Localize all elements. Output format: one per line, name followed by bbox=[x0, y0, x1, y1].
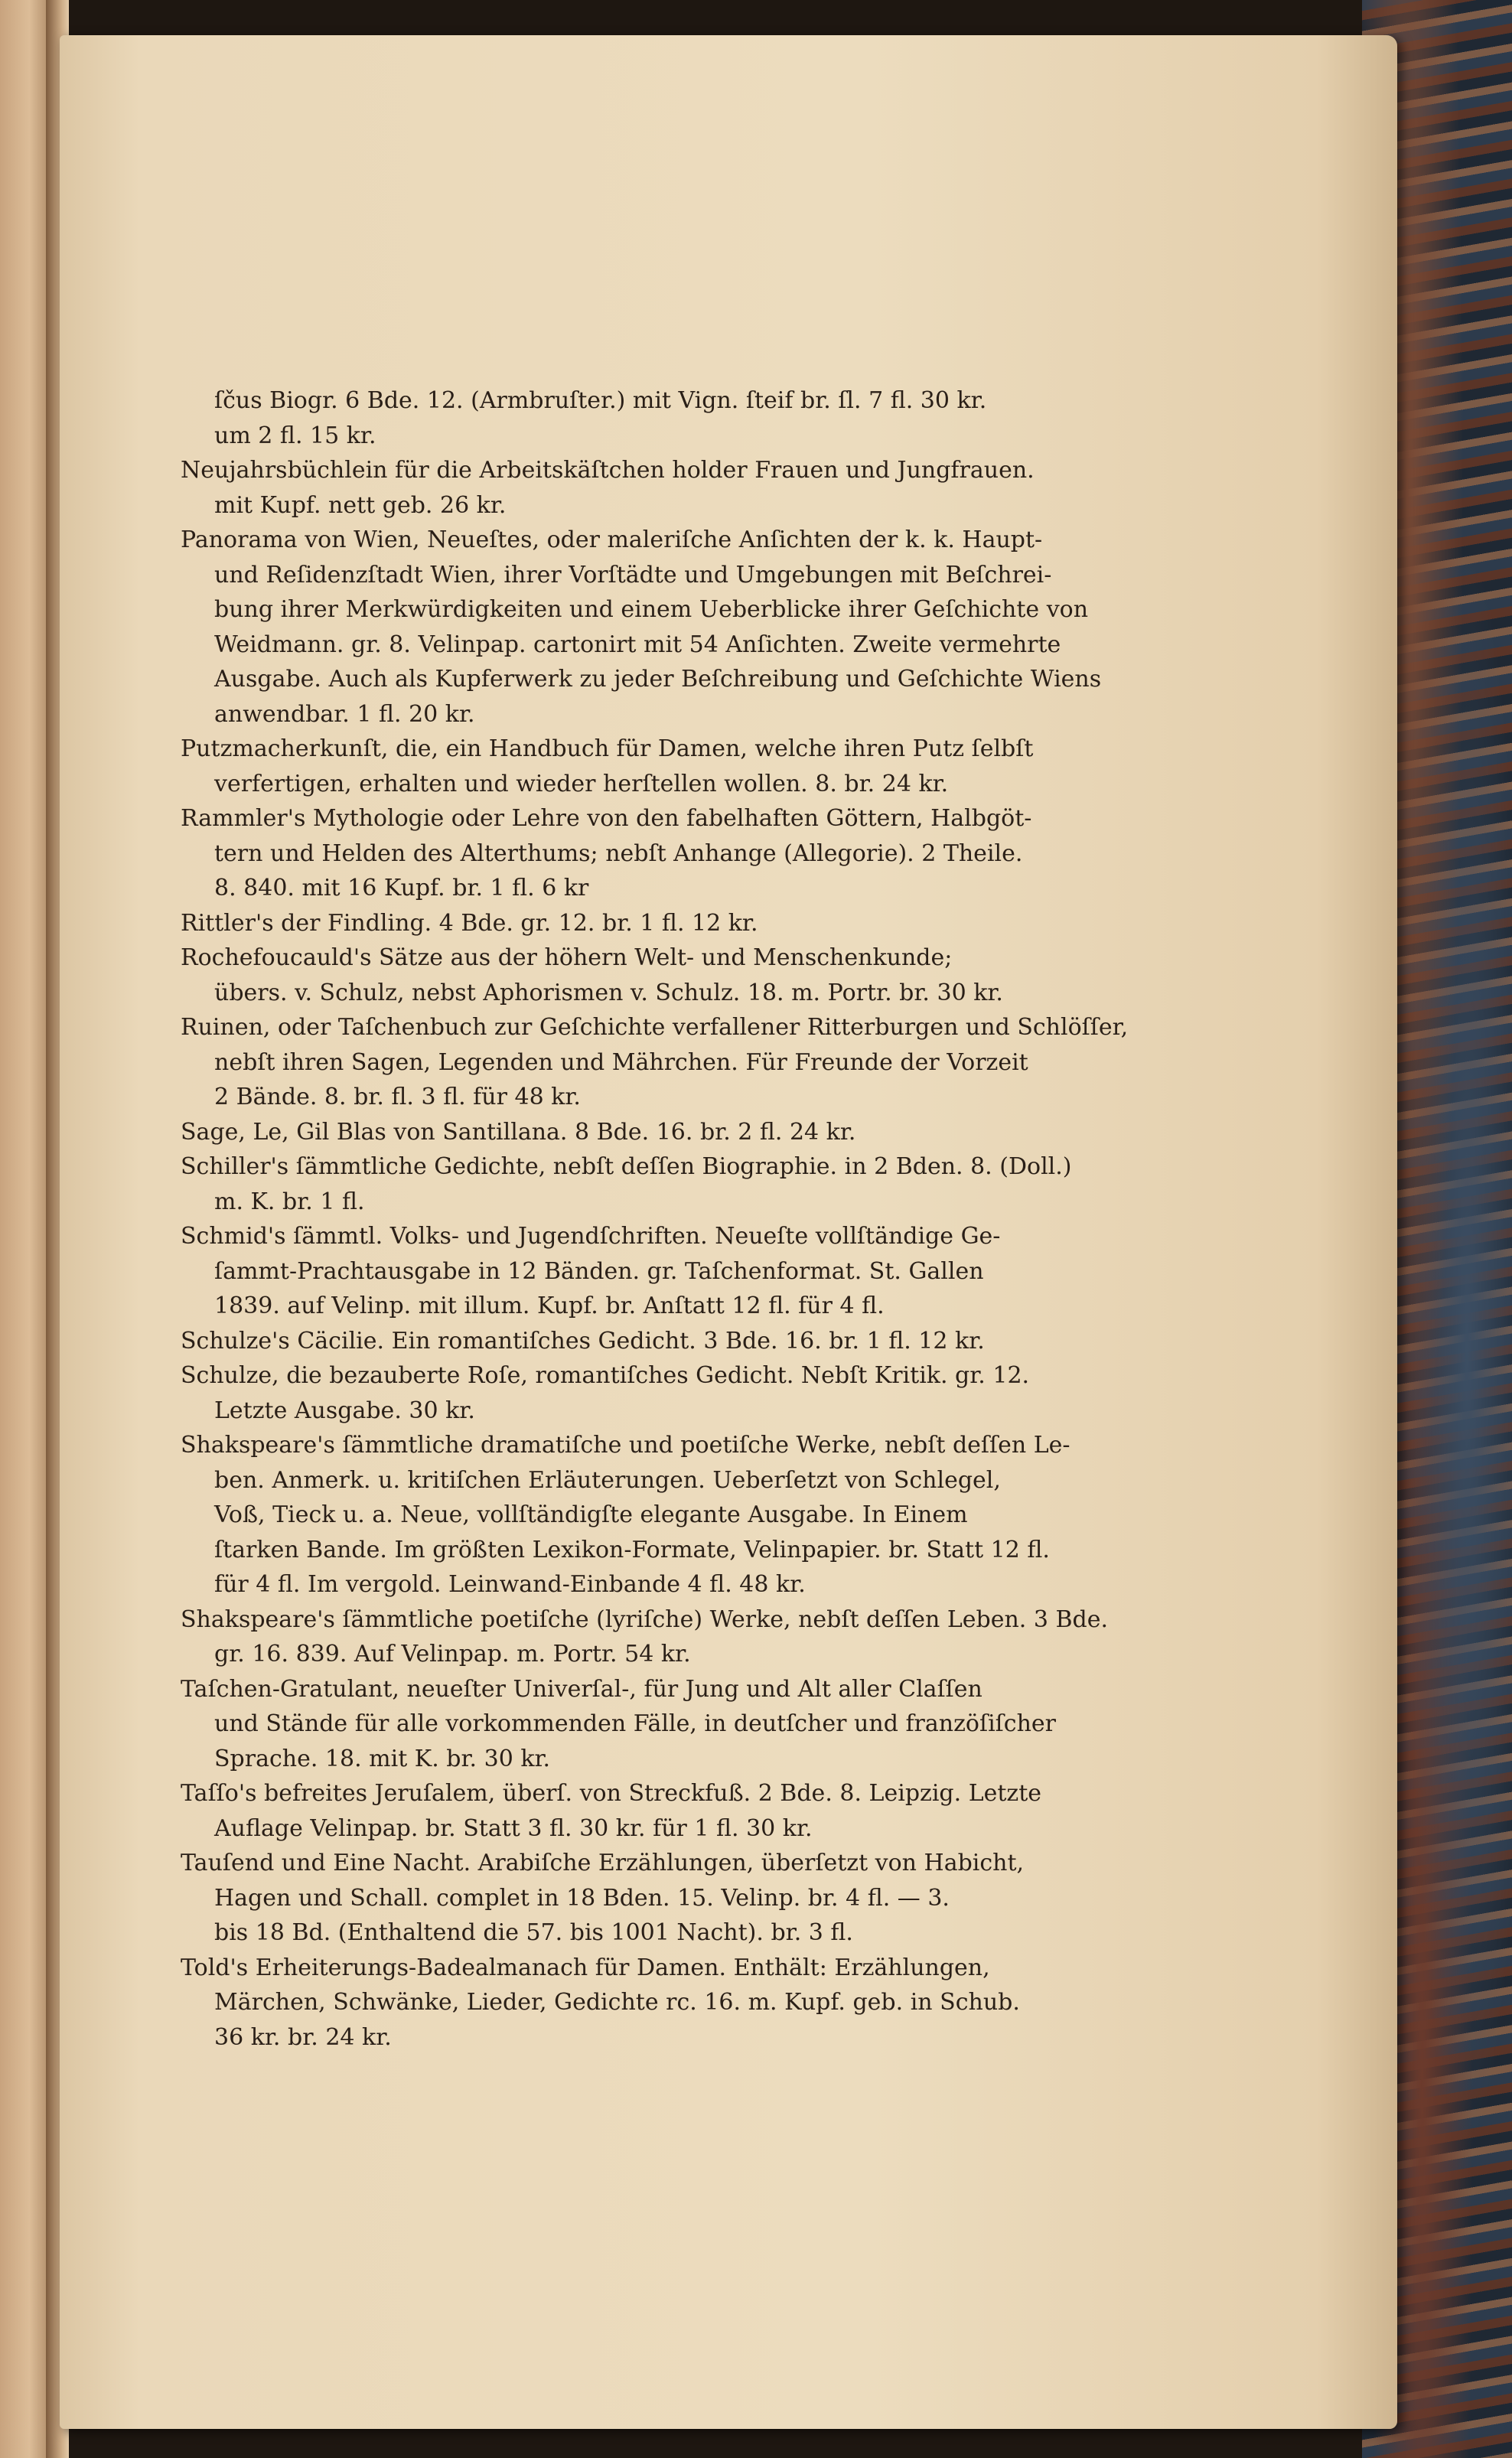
catalog-line: 2 Bände. 8. br. fl. 3 fl. für 48 kr. bbox=[214, 1084, 581, 1110]
catalog-line: und Reſidenzſtadt Wien, ihrer Vorſtädte und Umgebungen mit Beſchrei- bbox=[214, 561, 1052, 588]
catalog-line: 36 kr. br. 24 kr. bbox=[214, 2023, 392, 2051]
catalog-line: Auflage Velinpap. br. Statt 3 fl. 30 kr. für 1 fl. 30 kr. bbox=[214, 1814, 813, 1842]
catalog-line: ſčus Biogr. 6 Bde. 12. (Armbruſter.) mit Vign. ſteif br. ſl. 7 fl. 30 kr. bbox=[214, 387, 987, 414]
catalog-line: Schulze, die bezauberte Roſe, romantiſches Gedicht. Nebſt Kritik. gr. 12. bbox=[181, 1362, 1030, 1389]
catalog-line: Taſſo's befreites Jeruſalem, überſ. von Streckfuß. 2 Bde. 8. Leipzig. Letzte bbox=[181, 1780, 1042, 1807]
catalog-line: verfertigen, erhalten und wieder herſtellen wollen. 8. br. 24 kr. bbox=[214, 770, 949, 797]
catalog-line: Hagen und Schall. complet in 18 Bden. 15. Velinp. br. 4 fl. — 3. bbox=[214, 1884, 950, 1912]
book-page bbox=[60, 35, 1397, 2429]
catalog-line: anwendbar. 1 fl. 20 kr. bbox=[214, 700, 475, 728]
catalog-line: Märchen, Schwänke, Lieder, Gedichte rc. 16. m. Kupf. geb. in Schub. bbox=[214, 1989, 1020, 2016]
catalog-line: Rochefoucauld's Sätze aus der höhern Welt- und Menschenkunde; bbox=[181, 944, 953, 971]
catalog-line: Schiller's ſämmtliche Gedichte, nebſt deſſen Biographie. in 2 Bden. 8. (Doll.) bbox=[181, 1153, 1072, 1180]
catalog-line: nebſt ihren Sagen, Legenden und Mährchen. Für Freunde der Vorzeit bbox=[214, 1048, 1028, 1076]
catalog-line: Sage, Le, Gil Blas von Santillana. 8 Bde. 16. br. 2 fl. 24 kr. bbox=[181, 1118, 856, 1146]
catalog-line: Taſchen-Gratulant, neueſter Univerſal-, für Jung und Alt aller Claſſen bbox=[181, 1675, 982, 1703]
catalog-line: ſammt-Prachtausgabe in 12 Bänden. gr. Taſchenformat. St. Gallen bbox=[214, 1257, 984, 1285]
catalog-line: für 4 fl. Im vergold. Leinwand-Einbande 4 fl. 48 kr. bbox=[214, 1571, 806, 1598]
catalog-line: 8. 840. mit 16 Kupf. br. 1 fl. 6 kr bbox=[214, 875, 589, 901]
catalog-line: und Stände für alle vorkommenden Fälle, in deutſcher und franzöſiſcher bbox=[214, 1710, 1056, 1737]
catalog-line: Weidmann. gr. 8. Velinpap. cartonirt mit 54 Anſichten. Zweite vermehrte bbox=[214, 631, 1061, 658]
catalog-line: Letzte Ausgabe. 30 kr. bbox=[214, 1397, 475, 1424]
catalog-line: Rittler's der Findling. 4 Bde. gr. 12. br. 1 fl. 12 kr. bbox=[181, 909, 758, 937]
catalog-line: m. K. br. 1 fl. bbox=[214, 1188, 365, 1215]
catalog-line: Ruinen, oder Taſchenbuch zur Geſchichte verfallener Ritterburgen und Schlöſſer, bbox=[181, 1014, 1129, 1041]
catalog-line: ben. Anmerk. u. kritiſchen Erläuterungen. Ueberſetzt von Schlegel, bbox=[214, 1466, 1001, 1494]
catalog-line: Rammler's Mythologie oder Lehre von den fabelhaften Göttern, Halbgöt- bbox=[181, 805, 1032, 832]
catalog-line: tern und Helden des Alterthums; nebſt Anhange (Allegorie). 2 Theile. bbox=[214, 839, 1023, 867]
catalog-line: Schmid's ſämmtl. Volks- und Jugendſchriften. Neueſte vollſtändige Ge- bbox=[181, 1223, 1001, 1250]
catalog-line: Tauſend und Eine Nacht. Arabiſche Erzählungen, überſetzt von Habicht, bbox=[181, 1850, 1025, 1876]
catalog-line: bis 18 Bd. (Enthaltend die 57. bis 1001 Nacht). br. 3 fl. bbox=[214, 1919, 853, 1946]
catalog-line: Ausgabe. Auch als Kupferwerk zu jeder Beſchreibung und Geſchichte Wiens bbox=[214, 666, 1102, 693]
catalog-line: Shakspeare's ſämmtliche poetiſche (lyriſche) Werke, nebſt deſſen Leben. 3 Bde. bbox=[181, 1606, 1109, 1633]
catalog-line: Putzmacherkunſt, die, ein Handbuch für Damen, welche ihren Putz ſelbſt bbox=[181, 735, 1034, 762]
catalog-line: Told's Erheiterungs-Badealmanach für Damen. Enthält: Erzählungen, bbox=[181, 1954, 990, 1981]
catalog-line: Panorama von Wien, Neueſtes, oder maleriſche Anſichten der k. k. Haupt- bbox=[181, 526, 1043, 553]
catalog-line: gr. 16. 839. Auf Velinpap. m. Portr. 54 kr. bbox=[214, 1641, 691, 1667]
catalog-line: Shakspeare's ſämmtliche dramatiſche und poetiſche Werke, nebſt deſſen Le- bbox=[181, 1432, 1070, 1459]
catalog-line: Voß, Tieck u. a. Neue, vollſtändigſte elegante Ausgabe. In Einem bbox=[214, 1501, 968, 1528]
catalog-line: übers. v. Schulz, nebst Aphorismen v. Schulz. 18. m. Portr. br. 30 kr. bbox=[214, 979, 1003, 1006]
catalog-line: Sprache. 18. mit K. br. 30 kr. bbox=[214, 1745, 551, 1772]
catalog-line: mit Kupf. nett geb. 26 kr. bbox=[214, 491, 507, 519]
catalog-line: bung ihrer Merkwürdigkeiten und einem Ueberblicke ihrer Geſchichte von bbox=[214, 596, 1089, 623]
catalog-line: ſtarken Bande. Im größten Lexikon-Formate, Velinpapier. br. Statt 12 fl. bbox=[214, 1536, 1050, 1563]
catalog-text bbox=[181, 383, 1248, 2055]
catalog-line: Schulze's Cäcilie. Ein romantiſches Gedicht. 3 Bde. 16. br. 1 fl. 12 kr. bbox=[181, 1327, 985, 1355]
catalog-line: Neujahrsbüchlein für die Arbeitskäſtchen holder Frauen und Jungfrauen. bbox=[181, 457, 1035, 484]
catalog-line: um 2 fl. 15 kr. bbox=[214, 422, 376, 449]
catalog-line: 1839. auf Velinp. mit illum. Kupf. br. Anſtatt 12 fl. für 4 fl. bbox=[214, 1293, 885, 1319]
